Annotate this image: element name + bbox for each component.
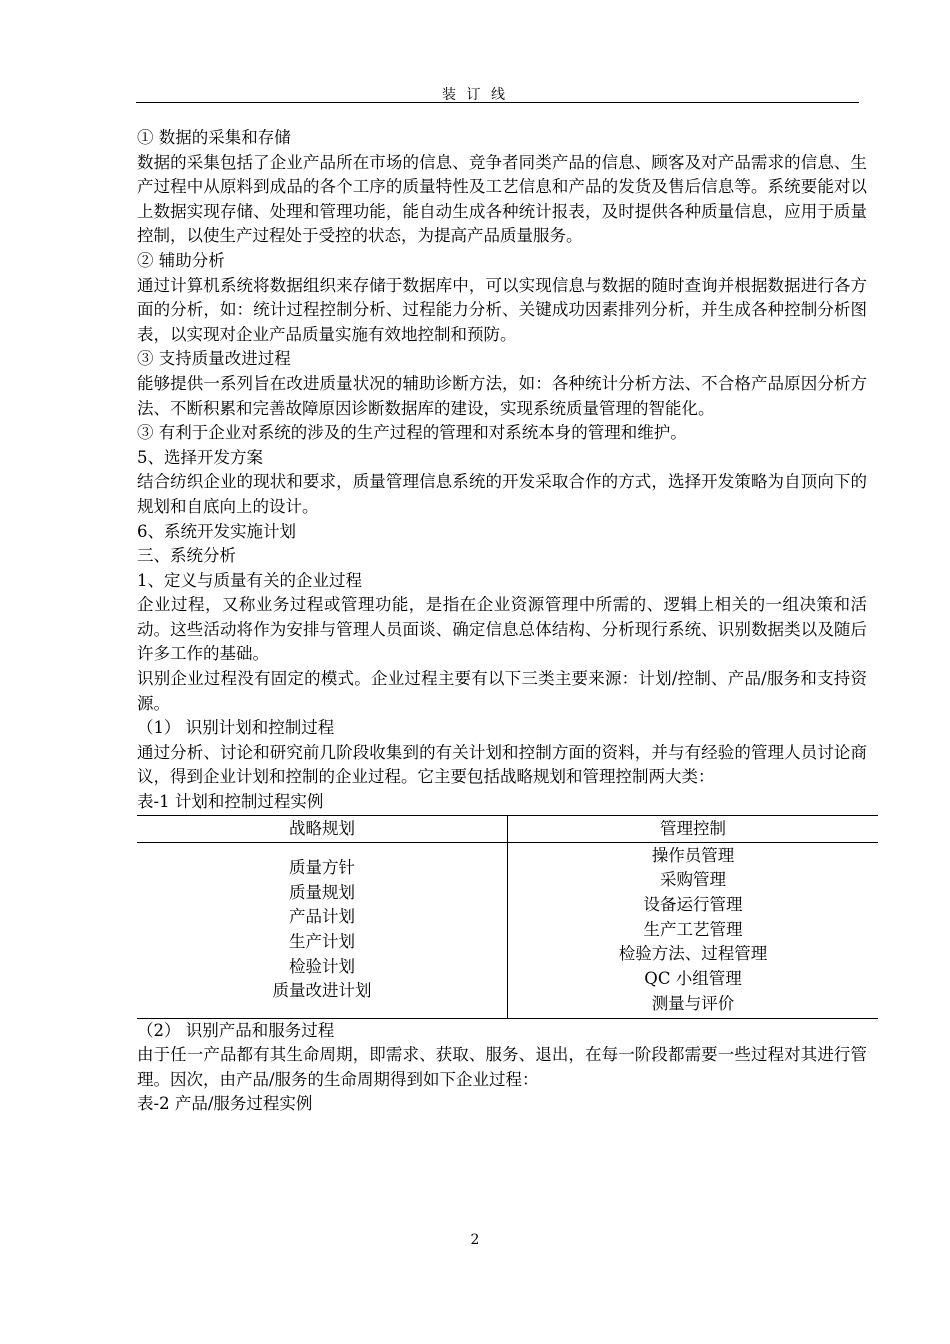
table-cell-management	[508, 842, 879, 1018]
cell-item: 生产工艺管理	[643, 919, 743, 939]
table-row	[137, 842, 878, 1018]
heading-quality-improvement: ③ 支持质量改进过程	[137, 349, 291, 369]
cell-item: 检验方法、过程管理	[618, 944, 768, 964]
cell-item: 质量方针	[289, 857, 355, 877]
paragraph: 由于任一产品都有其生命周期，即需求、获取、服务、退出，在每一阶段都需要一些过程对其进行管理。因次，由产品/服务的生命周期得到如下企业过程：	[137, 1045, 867, 1089]
table-1	[137, 815, 878, 1019]
paragraph: 结合纺织企业的现状和要求，质量管理信息系统的开发采取合作的方式，选择开发策略为自顶向下的规划和自底向上的设计。	[137, 472, 867, 516]
binding-line-label: 装 订 线	[442, 87, 508, 103]
heading-system-analysis: 三、系统分析	[137, 546, 236, 566]
page-number: 2	[470, 1232, 480, 1248]
cell-item: 检验计划	[289, 956, 355, 976]
heading-planning-control: （1） 识别计划和控制过程	[137, 718, 335, 738]
cell-item: 设备运行管理	[643, 895, 743, 915]
heading-define-processes: 1、定义与质量有关的企业过程	[137, 570, 362, 590]
paragraph: 识别企业过程没有固定的模式。企业过程主要有以下三类主要来源：计划/控制、产品/服务和支持资源。	[137, 669, 867, 713]
cell-item: 采购管理	[660, 870, 726, 890]
paragraph: 通过计算机系统将数据组织来存储于数据库中，可以实现信息与数据的随时查询并根据数据进行各方面的分析，如：统计过程控制分析、过程能力分析、关键成功因素排列分析，并生成各种控制分析图表，以实现对企业产品质量实施有效地控制和预防。	[137, 275, 867, 344]
heading-data-collection: ① 数据的采集和存储	[137, 128, 291, 147]
section-a	[137, 126, 867, 815]
table-cell-strategic	[137, 842, 508, 1018]
cell-item: 操作员管理	[651, 845, 735, 865]
section-b	[137, 1019, 867, 1117]
column-header: 战略规划	[137, 815, 508, 842]
paragraph: 企业过程，又称业务过程或管理功能，是指在企业资源管理中所需的、逻辑上相关的一组决策和活动。这些活动将作为安排与管理人员面谈、确定信息总体结构、分析现行系统、识别数据类以及随后许多工作的基础。	[137, 595, 867, 664]
cell-item: 产品计划	[289, 907, 355, 927]
paragraph: 能够提供一系列旨在改进质量状况的辅助诊断方法，如：各种统计分析方法、不合格产品原因分析方法、不断积累和完善故障原因诊断数据库的建设，实现系统质量管理的智能化。	[137, 373, 867, 418]
table-2-caption: 表-2 产品/服务过程实例	[137, 1094, 313, 1114]
cell-item: 质量改进计划	[272, 981, 372, 1001]
column-header: 管理控制	[508, 815, 879, 842]
cell-item: 测量与评价	[651, 993, 735, 1013]
cell-item: 质量规划	[289, 882, 355, 902]
header-rule	[136, 102, 859, 103]
page-body	[137, 126, 867, 1117]
paragraph: 通过分析、讨论和研究前几阶段收集到的有关计划和控制方面的资料，并与有经验的管理人员讨论商议，得到企业计划和控制的企业过程。它主要包括战略规划和管理控制两大类：	[137, 742, 867, 787]
heading-auxiliary-analysis: ② 辅助分析	[137, 250, 225, 270]
cell-item: QC 小组管理	[644, 969, 742, 989]
table-header-row	[137, 815, 878, 842]
heading-product-service: （2） 识别产品和服务过程	[137, 1020, 335, 1040]
cell-item: 生产计划	[289, 932, 355, 952]
table-1-caption: 表-1 计划和控制过程实例	[137, 792, 324, 812]
paragraph: ③ 有利于企业对系统的涉及的生产过程的管理和对系统本身的管理和维护。	[137, 423, 687, 443]
heading-implementation-plan: 6、系统开发实施计划	[137, 521, 296, 541]
heading-development-plan: 5、选择开发方案	[137, 447, 263, 467]
paragraph: 数据的采集包括了企业产品所在市场的信息、竞争者同类产品的信息、顾客及对产品需求的信息、生产过程中从原料到成品的各个工序的质量特性及工艺信息和产品的发货及售后信息等。系统要能对以上数据实现存储、处理和管理功能，能自动生成各种统计报表，及时提供各种质量信息，应用于质量控制，以使生产过程处于受控的状态，为提高产品质量服务。	[137, 152, 867, 246]
